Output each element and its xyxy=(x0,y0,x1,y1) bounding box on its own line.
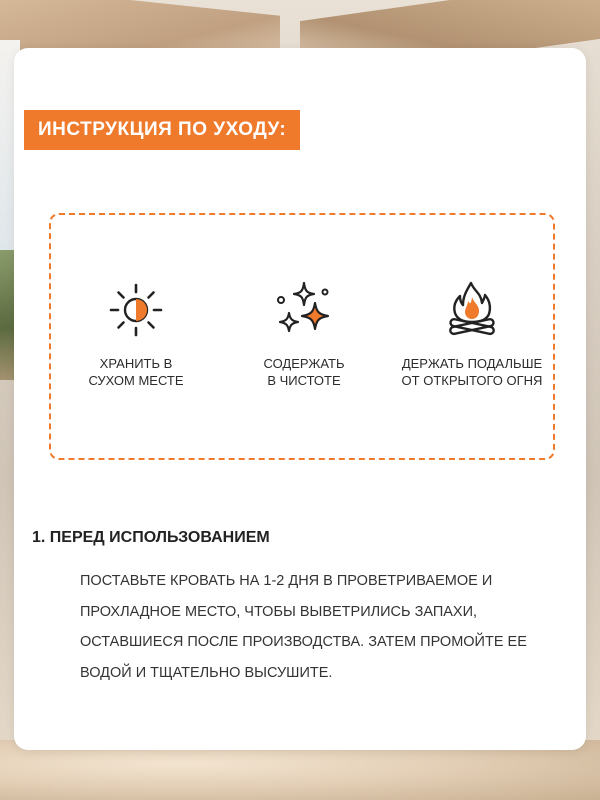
section-body: ПОСТАВЬТЕ КРОВАТЬ НА 1-2 ДНЯ В ПРОВЕТРИВАЕМОЕ И ПРОХЛАДНОЕ МЕСТО, ЧТОБЫ ВЫВЕТРИЛИСЬ ЗАПАХИ, ОСТАВШИЕСЯ ПОСЛЕ ПРОИЗВОДСТВА. ЗАТЕМ ПРОМОЙТЕ ЕЕ ВОДОЙ И ТЩАТЕЛЬНО ВЫСУШИТЕ. xyxy=(80,573,527,681)
section-title: 1. ПЕРЕД ИСПОЛЬЗОВАНИЕМ xyxy=(32,529,270,546)
care-label-fire: ДЕРЖАТЬ ПОДАЛЬШЕ ОТ ОТКРЫТОГО ОГНЯ xyxy=(401,356,543,388)
care-label-clean: СОДЕРЖАТЬ В ЧИСТОТЕ xyxy=(263,356,345,388)
care-item-clean xyxy=(219,279,389,389)
care-item-fire xyxy=(387,279,557,389)
page-title: ИНСТРУКЦИЯ ПО УХОДУ: xyxy=(38,119,287,140)
care-item-dry xyxy=(51,279,221,389)
sparkles-icon xyxy=(273,279,335,341)
sun-icon xyxy=(105,279,167,341)
campfire-icon xyxy=(441,279,503,341)
care-label-dry: ХРАНИТЬ В СУХОМ МЕСТЕ xyxy=(88,356,184,388)
title-banner xyxy=(24,110,300,150)
care-icons-box xyxy=(49,213,555,460)
